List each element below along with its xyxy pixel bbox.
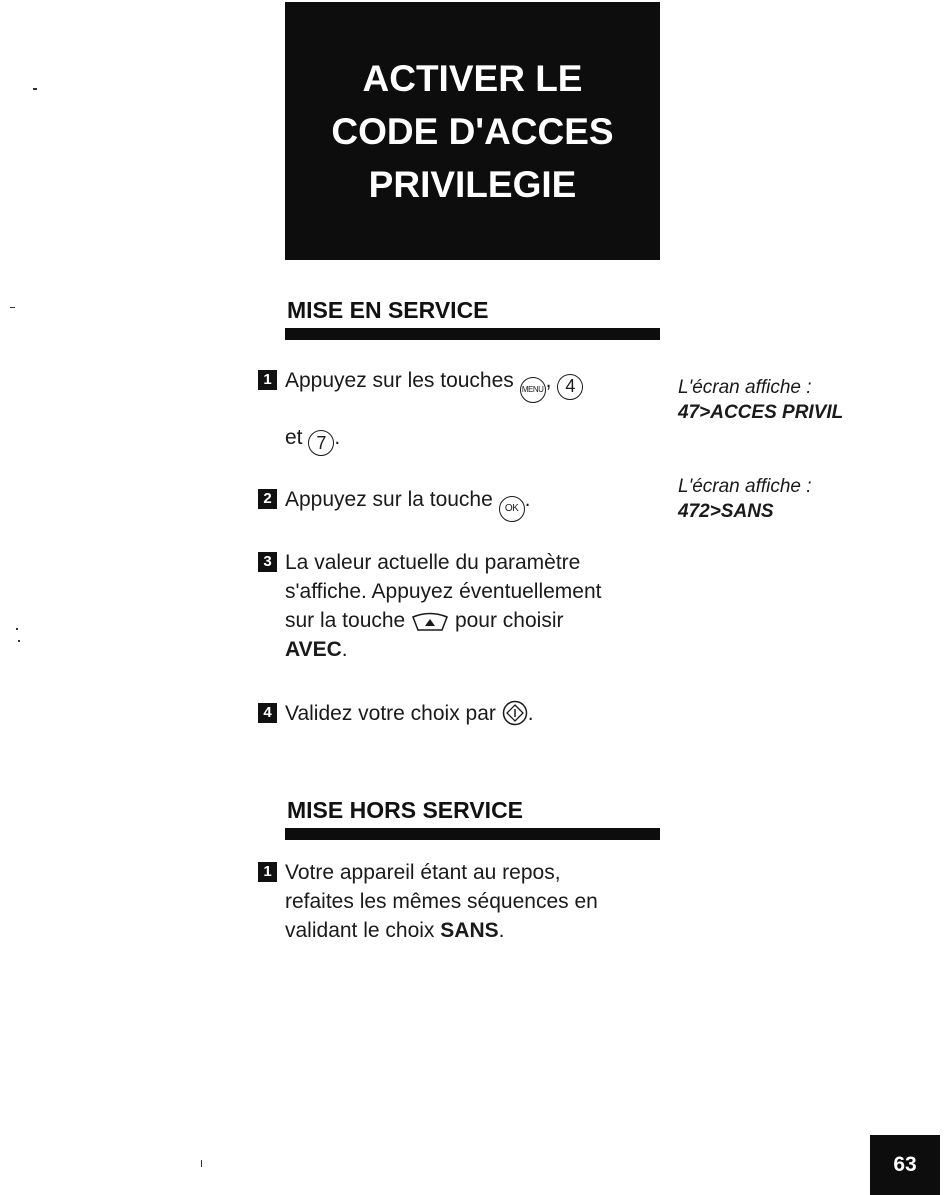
screen-note-value: 47>ACCES PRIVIL [678,402,844,423]
step-text: Appuyez sur la touche OK . [285,485,658,522]
step-line: refaites les mêmes séquences en [285,890,598,913]
key-4-icon: 4 [557,374,583,400]
step-line: La valeur actuelle du paramètre [285,551,581,574]
key-7-icon: 7 [308,430,334,456]
step-text [285,548,658,664]
step-text-continued: et 7 . [285,423,658,457]
section-heading-mise-hors-service: MISE HORS SERVICE [287,797,524,823]
step-line: validant le choix SANS. [285,919,505,942]
step-1-hors-service [258,858,658,945]
step-text-part: Appuyez sur la touche [285,488,493,511]
step-line: s'affiche. Appuyez éventuellement [285,580,602,603]
page-number: 63 [870,1135,940,1195]
step-3 [258,548,658,664]
title-line-1: ACTIVER LE [362,57,583,99]
step-2 [258,485,658,522]
step-line: sur la touche pour choisir [285,609,564,632]
section-divider [285,828,660,840]
step-line: AVEC. [285,638,348,661]
scan-speck [33,88,37,90]
screen-note-2 [678,474,812,524]
screen-note-1 [678,375,843,425]
step-text: Validez votre choix par . [285,702,534,725]
scan-speck [16,628,18,630]
ok-key-icon: OK [499,496,525,522]
step-number: 2 [258,489,277,509]
section-heading-mise-en-service: MISE EN SERVICE [287,297,489,323]
step-text-part: Appuyez sur les touches [285,369,514,392]
step-4 [258,699,658,728]
screen-note-label: L'écran affiche : [678,476,812,497]
choice-avec: AVEC [285,638,342,661]
step-number: 3 [258,552,277,572]
scan-speck [18,640,20,642]
step-number: 1 [258,370,277,390]
screen-note-label: L'écran affiche : [678,377,812,398]
scan-speck [10,307,15,308]
step-line: Votre appareil étant au repos, [285,861,561,884]
scan-speck [201,1160,202,1167]
step-text [285,858,658,945]
page-title [285,2,660,260]
step-text [285,366,658,403]
menu-key-icon: MENU [520,377,546,403]
section-divider [285,328,660,340]
step-number: 1 [258,862,277,882]
choice-sans: SANS [440,919,499,942]
step-1 [258,366,658,456]
up-arrow-key-icon [411,611,449,633]
title-line-3: PRIVILEGIE [368,163,577,205]
screen-note-value: 472>SANS [678,501,774,522]
separator: , [545,369,552,392]
validate-key-icon [502,700,528,726]
title-line-2: CODE D'ACCES [331,110,614,152]
step-text-part: et [285,425,303,449]
step-number: 4 [258,703,277,723]
step-text-part: Validez votre choix par [285,702,496,725]
